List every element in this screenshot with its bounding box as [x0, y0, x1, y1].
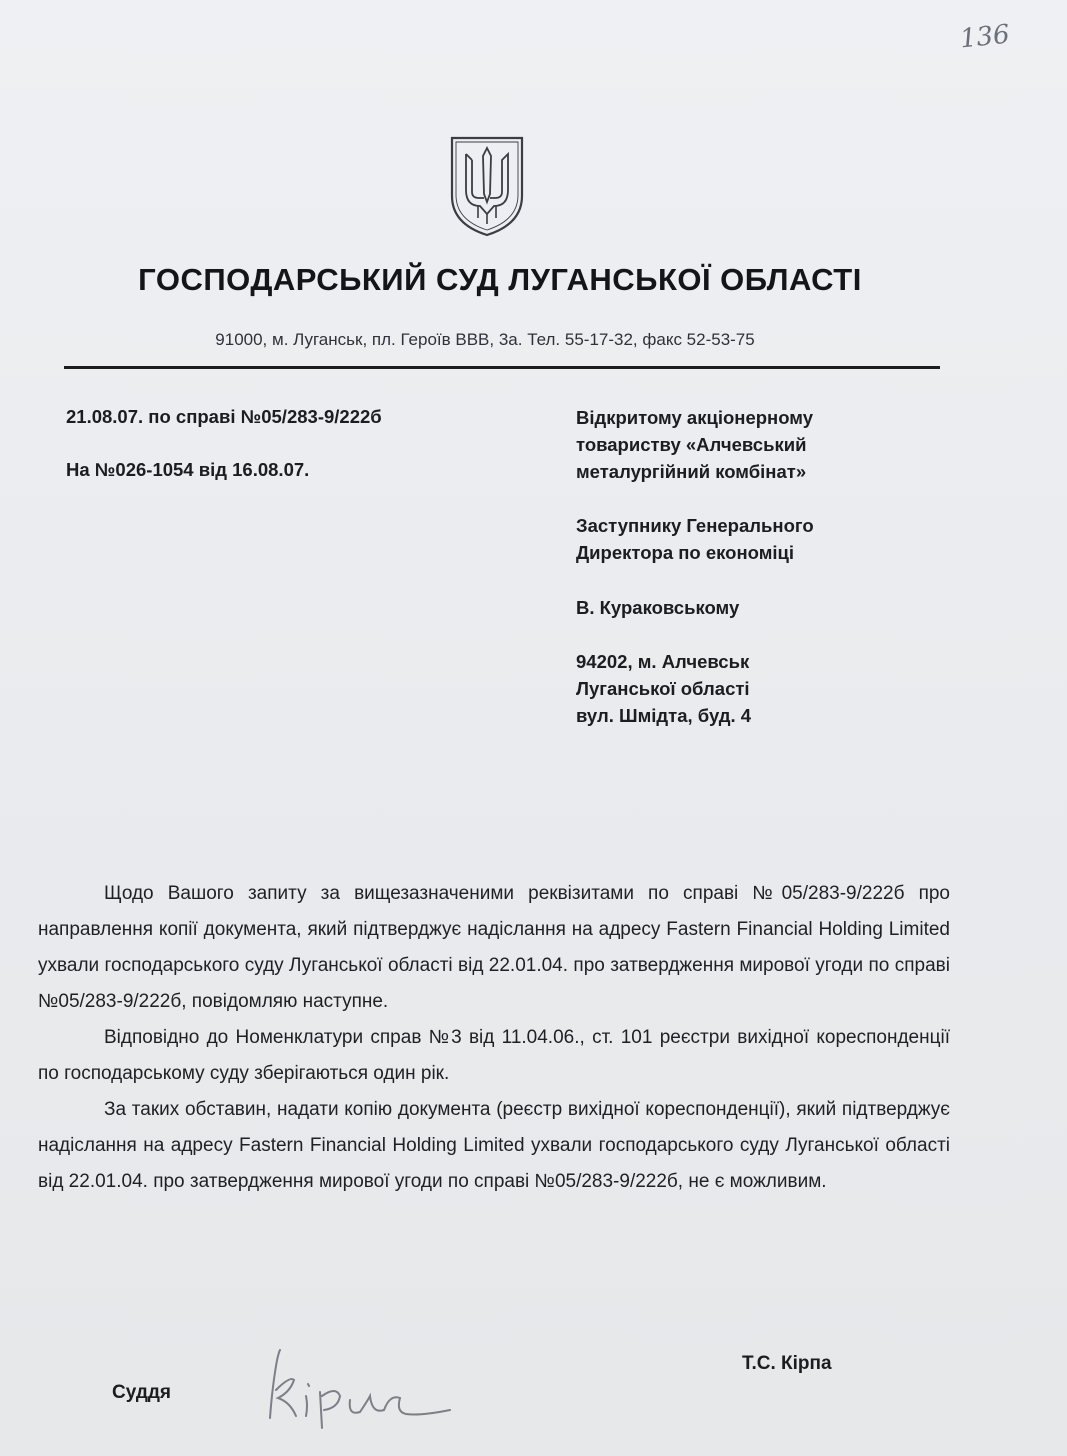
addressee-position: [576, 512, 814, 566]
page-number: 136: [958, 19, 1012, 55]
judge-title: Суддя: [112, 1382, 172, 1403]
addressee-position-line: Директора по економіці: [576, 542, 795, 563]
addressee-name-line: В. Кураковському: [576, 597, 740, 618]
incoming-reference: На №026-1054 від 16.08.07.: [66, 459, 310, 480]
addressee-position-line: Заступнику Генерального: [576, 515, 814, 536]
court-address-line: 91000, м. Луганськ, пл. Героїв ВВВ, 3а. Тел. 55-17-32, факс 52-53-75: [215, 330, 755, 349]
letter-body: [38, 876, 950, 1200]
addressee-organization: [576, 404, 813, 485]
addressee-org-line: металургійний комбінат»: [576, 461, 807, 482]
handwritten-signature: [250, 1340, 470, 1430]
addressee-org-line: товариству «Алчевський: [576, 434, 807, 455]
addressee-address-line: 94202, м. Алчевськ: [576, 651, 750, 672]
addressee-address: [576, 648, 751, 729]
body-paragraph: Відповідно до Номенклатури справ №3 від 11.04.06., ст. 101 реєстри вихідної кореспонденції по господарському суду зберігаються один рік.: [38, 1027, 950, 1084]
addressee-address-line: вул. Шмідта, буд. 4: [576, 705, 752, 726]
addressee-name: [576, 594, 739, 621]
body-paragraph: За таких обставин, надати копію документа (реєстр вихідної кореспонденції), який підтверджує надіслання на адресу Fastern Financial Holding Limited ухвали господарського суду Луганської області від 22.01.04. про затвердження мирової угоди по справі №05/283-9/222б, не є можливим.: [38, 1099, 950, 1192]
addressee-address-line: Луганської області: [576, 678, 750, 699]
judge-name: Т.С. Кірпа: [742, 1353, 832, 1374]
case-reference: 21.08.07. по справі №05/283-9/222б: [66, 406, 382, 427]
trident-emblem-icon: [448, 134, 526, 238]
addressee-org-line: Відкритому акціонерному: [576, 407, 814, 428]
court-name-heading: ГОСПОДАРСЬКИЙ СУД ЛУГАНСЬКОЇ ОБЛАСТІ: [138, 262, 862, 297]
body-paragraph: Щодо Вашого запиту за вищезазначеними реквізитами по справі №05/283-9/222б про направлення копії документа, який підтверджує надіслання на адресу Fastern Financial Holding Limited ухвали господарського суду Луганської області від 22.01.04. про затвердження мирової угоди по справі №05/283-9/222б, повідомляю наступне.: [38, 883, 950, 1012]
header-divider: [64, 366, 940, 369]
